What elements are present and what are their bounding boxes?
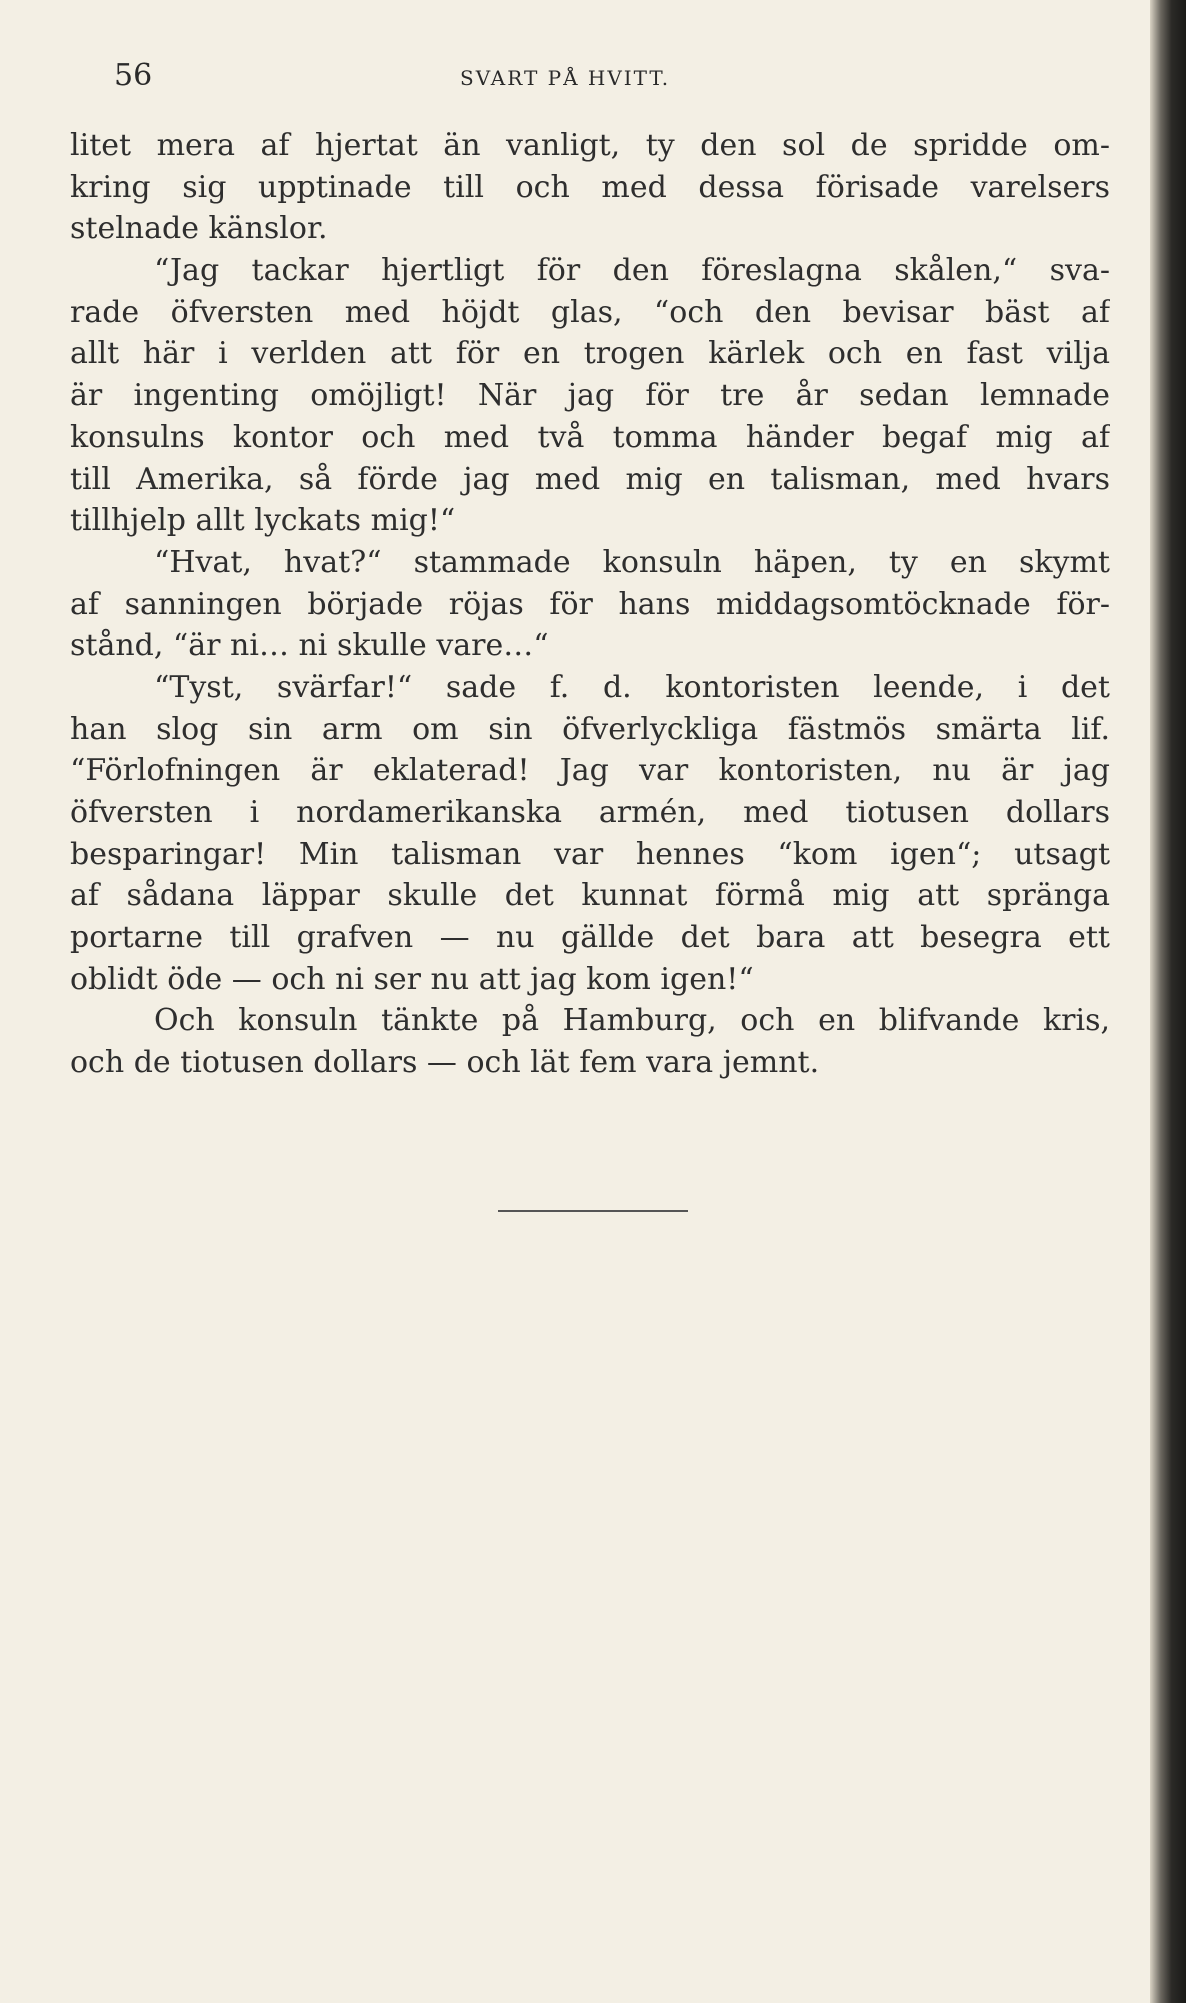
text-line: af sådana läppar skulle det kunnat förmå mig att spränga [70, 878, 1110, 914]
text-line: besparingar! Min talisman var hennes “kom igen“; utsagt [70, 836, 1110, 872]
text-line: af sanningen började röjas för hans middagsomtöcknade för- [70, 586, 1110, 622]
section-divider [498, 1210, 688, 1212]
text-line: stånd, “är ni… ni skulle vare…“ [70, 628, 549, 664]
text-line: konsulns kontor och med två tomma händer begaf mig af [70, 419, 1110, 455]
running-title: SVART PÅ HVITT. [460, 66, 671, 90]
text-line: Och konsuln tänkte på Hamburg, och en blifvande kris, [154, 1003, 1110, 1039]
page-edge-shadow [1150, 0, 1186, 2003]
page-header [114, 58, 734, 98]
text-line: litet mera af hjertat än vanligt, ty den sol de spridde om- [70, 128, 1110, 163]
text-line: till Amerika, så förde jag med mig en talisman, med hvars [70, 461, 1110, 497]
text-line: tillhjelp allt lyckats mig!“ [70, 503, 456, 539]
text-line: är ingenting omöjligt! När jag för tre år sedan lemnade [70, 378, 1110, 414]
text-line: allt här i verlden att för en trogen kärlek och en fast vilja [70, 336, 1110, 372]
text-line: rade öfversten med höjdt glas, “och den bevisar bäst af [70, 294, 1110, 330]
text-line: “Förlofningen är eklaterad! Jag var kontoristen, nu är jag [70, 753, 1110, 789]
text-line: öfversten i nordamerikanska armén, med tiotusen dollars [70, 795, 1110, 830]
text-line: portarne till grafven — nu gällde det bara att besegra ett [70, 920, 1110, 956]
text-line: “Hvat, hvat?“ stammade konsuln häpen, ty en skymt [154, 544, 1110, 580]
text-line: “Jag tackar hjertligt för den föreslagna skålen,“ sva- [154, 253, 1110, 289]
text-line: och de tiotusen dollars — och lät fem vara jemnt. [70, 1045, 820, 1081]
text-line: stelnade känslor. [70, 211, 328, 247]
text-line: kring sig upptinade till och med dessa förisade varelsers [70, 169, 1110, 205]
body-text [70, 125, 1110, 1084]
text-line: oblidt öde — och ni ser nu att jag kom igen!“ [70, 961, 754, 997]
text-line: han slog sin arm om sin öfverlyckliga fästmös smärta lif. [70, 711, 1110, 747]
text-line: “Tyst, svärfar!“ sade f. d. kontoristen leende, i det [154, 669, 1110, 705]
page-number: 56 [114, 58, 153, 93]
